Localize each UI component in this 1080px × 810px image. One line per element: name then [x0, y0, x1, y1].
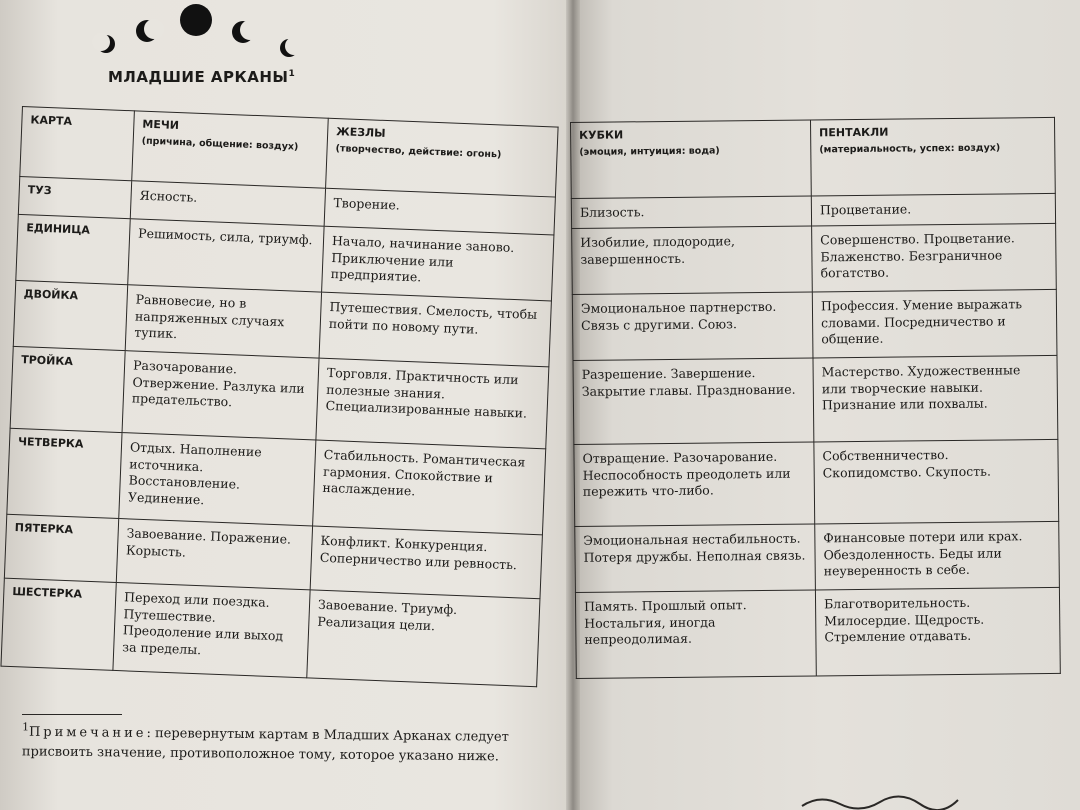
row-name: ШЕСТЕРКА: [1, 578, 116, 670]
minor-arcana-table-right: [570, 117, 1061, 679]
wands-meaning: Завоевание. Триумф. Реализация цели.: [307, 590, 540, 687]
cups-meaning: Память. Прошлый опыт. Ностальгия, иногда непреодолимая.: [575, 590, 816, 679]
footnote-text: : перевернутым картам в Младших Арканах следует присвоить значение, противоположное тому, которое указано ниже.: [21, 726, 509, 765]
column-header-card: КАРТА: [20, 107, 135, 181]
row-name: ЕДИНИЦА: [16, 214, 130, 284]
section-title: МЛАДШИЕ АРКАНЫ$^1$: [108, 68, 296, 86]
row-name: ПЯТЕРКА: [4, 514, 118, 582]
table-row: [575, 587, 1060, 678]
pentacles-meaning: Процветание.: [811, 193, 1055, 226]
swords-meaning: Разочарование. Отвержение. Разлука или предательство.: [122, 351, 319, 440]
swords-meaning: Отдых. Наполнение источника. Восстановление. Уединение.: [119, 433, 316, 526]
cups-meaning: Близость.: [571, 196, 811, 229]
swords-meaning: Завоевание. Поражение. Корысть.: [116, 519, 312, 590]
footnote-mark: 1: [22, 720, 30, 734]
column-header-wands: ЖЕЗЛЫ (творчество, действие: огонь): [326, 118, 559, 197]
minor-arcana-table-left: [0, 106, 558, 687]
cups-meaning: Отвращение. Разочарование. Неспособность преодолеть или пережить что-либо.: [574, 442, 815, 527]
footnote-label: Примечание: [28, 724, 147, 742]
pentacles-meaning: Собственничество. Скопидомство. Скупость.: [814, 439, 1059, 524]
column-header-pentacles: ПЕНТАКЛИ (материальность, успех: воздух): [810, 117, 1055, 196]
row-name: ТРОЙКА: [10, 346, 125, 432]
row-name: ДВОЙКА: [13, 280, 127, 350]
table-row: [572, 289, 1057, 360]
moon-phases-icon: [92, 4, 312, 64]
wands-meaning: Творение.: [324, 188, 555, 235]
row-name: ТУЗ: [18, 176, 131, 218]
table-row: [573, 355, 1058, 444]
swords-meaning: Решимость, сила, триумф.: [128, 219, 324, 292]
footnote: [22, 719, 522, 768]
wands-meaning: Путешествия. Смелость, чтобы пойти по новому пути.: [319, 292, 551, 367]
swords-meaning: Переход или поездка. Путешествие. Преодоление или выход за пределы.: [113, 582, 310, 677]
cups-meaning: Эмоциональная нестабильность. Потеря дружбы. Неполная связь.: [575, 524, 816, 593]
pentacles-meaning: Профессия. Умение выражать словами. Посредничество и общение.: [812, 289, 1057, 358]
pentacles-meaning: Финансовые потери или крах. Обездоленность. Беды или неуверенность в себе.: [815, 521, 1060, 590]
pentacles-meaning: Совершенство. Процветание. Блаженство. Безграничное богатство.: [812, 223, 1057, 292]
wands-meaning: Стабильность. Романтическая гармония. Спокойствие и наслаждение.: [313, 440, 546, 535]
column-header-swords: МЕЧИ (причина, общение: воздух): [132, 111, 329, 188]
table-row: [572, 223, 1057, 294]
wands-meaning: Торговля. Практичность или полезные знания. Специализированные навыки.: [316, 358, 549, 449]
swords-meaning: Равновесие, но в напряженных случаях тупик.: [125, 285, 321, 358]
footnote-divider: [22, 714, 122, 715]
swords-meaning: Ясность.: [130, 181, 325, 226]
table-header-row: [571, 117, 1056, 198]
wands-meaning: Начало, начинание заново. Приключение или предприятие.: [322, 226, 554, 301]
cups-meaning: Эмоциональное партнерство. Связь с другими. Союз.: [572, 292, 813, 361]
cups-meaning: Разрешение. Завершение. Закрытие главы. Празднование.: [573, 358, 814, 445]
pentacles-meaning: Благотворительность. Милосердие. Щедрость. Стремление отдавать.: [815, 587, 1060, 676]
pentacles-meaning: Мастерство. Художественные или творческие навыки. Признание или похвалы.: [813, 355, 1058, 442]
table-row: [575, 521, 1060, 592]
row-name: ЧЕТВЕРКА: [7, 428, 122, 518]
table-row: [574, 439, 1059, 526]
cups-meaning: Изобилие, плодородие, завершенность.: [572, 226, 813, 295]
page-ornament-icon: [800, 792, 960, 810]
column-header-cups: КУБКИ (эмоция, интуиция: вода): [571, 120, 812, 199]
wands-meaning: Конфликт. Конкуренция. Соперничество или ревность.: [310, 526, 542, 599]
